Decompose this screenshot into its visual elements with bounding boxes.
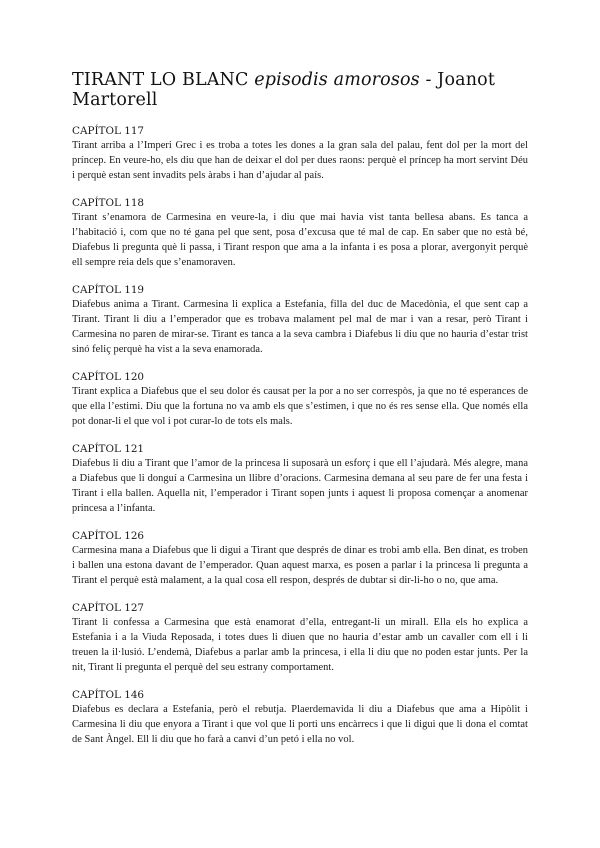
chapter-146 [72, 688, 528, 747]
chapter-heading: CAPÍTOL 118 [72, 197, 145, 209]
chapter-heading: CAPÍTOL 121 [72, 443, 145, 455]
title-author: - Joanot Martorell [72, 70, 496, 110]
title-main: TIRANT LO BLANC [72, 70, 249, 90]
chapter-heading: CAPÍTOL 120 [72, 371, 145, 383]
chapter-heading: CAPÍTOL 127 [72, 602, 145, 614]
chapter-text: Tirant arriba a l’Imperi Grec i es troba a totes les dones a la gran sala del palau, fent dol per la mort del príncep. En veure-ho, els diu que han de deixar el dol per dues raons: perquè el príncep ha mort servint Déu i perquè estan sent invadits pels àrabs i han d’ajudar al país. [72, 140, 528, 181]
chapter-text: Diafebus anima a Tirant. Carmesina li explica a Estefania, filla del duc de Macedònia, el que sent cap a Tirant. Tirant li diu a l’emperador que es trobava malament pel mal de mar i van a resar, però Tirant i Carmesina no paren de mirar-se. Tirant es tanca a la seva cambra i Diafebus li diu que no hauria d’estar trist sinó feliç perquè ha vist a la seva enamorada. [72, 299, 528, 355]
chapter-heading: CAPÍTOL 126 [72, 530, 145, 542]
chapter-120 [72, 370, 528, 429]
chapter-heading: CAPÍTOL 117 [72, 125, 145, 137]
chapter-126 [72, 529, 528, 588]
chapter-text: Tirant explica a Diafebus que el seu dolor és causat per la por a no ser correspòs, ja que no té esperances de que ella l’estimi. Diu que la fortuna no va amb els que s’estimen, i que no és res sense ella. Que només ella pot donar-li el que vol i pot curar-lo de tots els mals. [72, 386, 528, 427]
document-title [72, 70, 528, 110]
chapter-heading: CAPÍTOL 119 [72, 284, 145, 296]
title-italic: episodis amorosos [254, 70, 420, 90]
chapter-117 [72, 124, 528, 183]
chapter-heading: CAPÍTOL 146 [72, 689, 145, 701]
chapter-119 [72, 283, 528, 357]
chapter-text: Diafebus es declara a Estefania, però el rebutja. Plaerdemavida li diu a Diafebus que ama a Hipòlit i Carmesina li diu que enyora a Tirant i que vol que li porti uns encàrrecs i que li digui que li dona el comtat de Sant Àngel. Ell li diu que ho farà a canvi d’un petó i ella no vol. [72, 704, 528, 745]
chapter-text: Carmesina mana a Diafebus que li digui a Tirant que després de dinar es trobi amb ella. Ben dinat, es troben i ballen una estona davant de l’emperador. Quan aquest marxa, es posen a parlar i la princesa li pregunta a Tirant el perquè està malament, a la qual cosa ell respon, després de dubtar si dir-li-ho o no, que ama. [72, 545, 528, 586]
chapter-text: Tirant li confessa a Carmesina que està enamorat d’ella, entregant-li un mirall. Ella els ho explica a Estefania i a la Viuda Reposada, i totes dues li diuen que no hauria d’estar amb un cavaller com ell i li treuen la il·lusió. L’endemà, Diafebus a parlar amb la princesa, i ella li diu que no poden estar junts. Per la nit, Tirant li pregunta el perquè del seu estrany comportament. [72, 617, 528, 673]
chapter-text: Diafebus li diu a Tirant que l’amor de la princesa li suposarà un esforç i que ell l’ajudarà. Més alegre, mana a Diafebus que li donguí a Carmesina un llibre d’oracions. Carmesina demana al seu pare de fer una festa i Tirant i ella ballen. Aquella nit, l’emperador i Tirant sopen junts i aquest li proposa començar a anomenar princesa a l’infanta. [72, 458, 528, 514]
chapter-127 [72, 601, 528, 675]
chapter-text: Tirant s’enamora de Carmesina en veure-la, i diu que mai havia vist tanta bellesa abans. Es tanca a l’habitació i, com que no té gana pel que sent, posa d’excusa que té mal de cap. En saber que no està bé, Diafebus li pregunta què li passa, i Tirant respon que ama a la infanta i es posa a plorar, avergonyit perquè ell sempre reia dels que s’enamoraven. [72, 212, 528, 268]
chapter-118 [72, 196, 528, 270]
chapter-121 [72, 442, 528, 516]
